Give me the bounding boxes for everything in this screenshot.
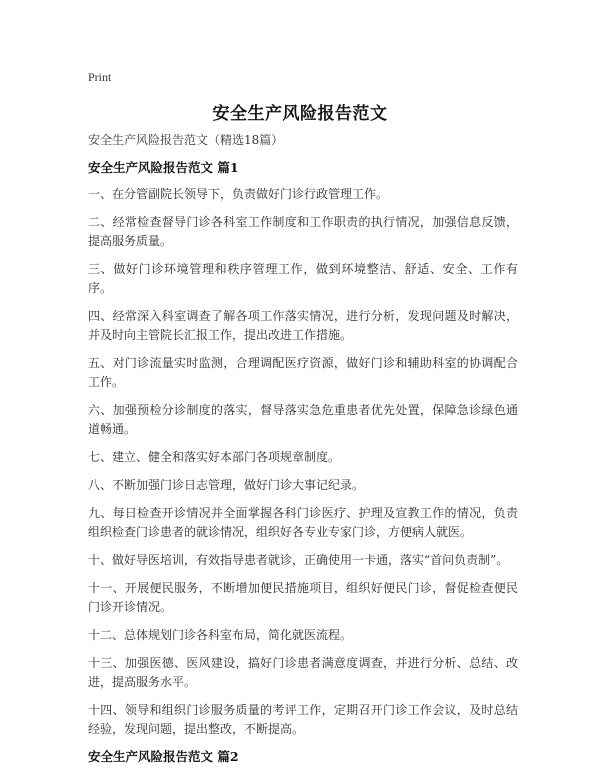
paragraph: 五、对门诊流量实时监测，合理调配医疗资源，做好门诊和辅助科室的协调配合工作。 xyxy=(88,356,518,389)
paragraph: 二、经常检查督导门诊各科室工作制度和工作职责的执行情况，加强信息反馈，提高服务质量。 xyxy=(88,215,518,248)
paragraph: 四、经常深入科室调查了解各项工作落实情况，进行分析，发现问题及时解决，并及时向主管院长汇报工作，提出改进工作措施。 xyxy=(88,309,518,342)
paragraph: 八、不断加强门诊日志管理，做好门诊大事记纪录。 xyxy=(88,478,365,492)
paragraph: 十一、开展便民服务，不断增加便民措施项目，组织好便民门诊，督促检查便民门诊开诊情况。 xyxy=(88,581,518,614)
paragraph: 七、建立、健全和落实好本部门各项规章制度。 xyxy=(88,450,341,464)
paragraph: 十二、总体规划门诊各科室布局，简化就医流程。 xyxy=(88,628,353,642)
paragraph: 三、做好门诊环境管理和秩序管理工作，做到环境整洁、舒适、安全、工作有序。 xyxy=(88,262,518,295)
paragraph: 十三、加强医德、医风建设，搞好门诊患者满意度调查，并进行分析、总结、改进，提高服务水平。 xyxy=(88,656,518,689)
paragraph: 一、在分管副院长领导下，负责做好门诊行政管理工作。 xyxy=(88,187,389,201)
section-heading: 安全生产风险报告范文 篇1 xyxy=(88,160,239,175)
section-heading: 安全生产风险报告范文 篇2 xyxy=(88,749,239,764)
document-body xyxy=(88,132,518,774)
paragraph: 十四、领导和组织门诊服务质量的考评工作，定期召开门诊工作会议，及时总结经验，发现问题，提出整改，不断提高。 xyxy=(88,703,518,736)
print-label[interactable]: Print xyxy=(88,70,112,84)
paragraph: 九、每日检查开诊情况并全面掌握各科门诊医疗、护理及宣教工作的情况，负责组织检查门诊患者的就诊情况，组织好各专业专家门诊，方便病人就医。 xyxy=(88,506,518,539)
paragraph: 六、加强预检分诊制度的落实，督导落实急危重患者优先处置，保障急诊绿色通道畅通。 xyxy=(88,403,518,436)
paragraph: 十、做好导医培训，有效指导患者就诊，正确使用一卡通，落实“首问负责制”。 xyxy=(88,553,509,567)
document-subtitle: 安全生产风险报告范文（精选18篇） xyxy=(88,133,284,147)
page-title: 安全生产风险报告范文 xyxy=(212,104,388,124)
